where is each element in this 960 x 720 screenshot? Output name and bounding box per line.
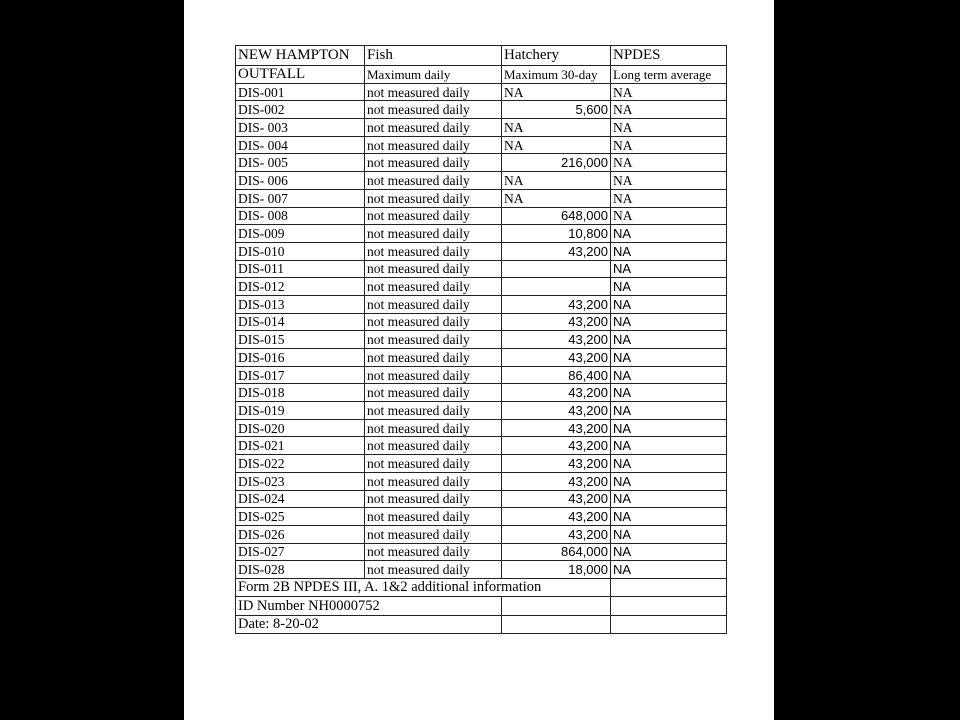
outfall-cell: DIS- 007 <box>236 189 365 207</box>
max-daily-cell: not measured daily <box>365 508 502 526</box>
table-row <box>236 242 727 260</box>
table-row <box>236 172 727 190</box>
subheader-cell-max-30-day: Maximum 30-day <box>502 66 611 84</box>
max-30-day-cell: 86,400 <box>502 366 611 384</box>
max-daily-cell: not measured daily <box>365 366 502 384</box>
max-daily-cell: not measured daily <box>365 136 502 154</box>
long-term-average-cell: NA <box>611 295 727 313</box>
table-row <box>236 561 727 579</box>
table-row <box>236 101 727 119</box>
long-term-average-cell: NA <box>611 278 727 296</box>
max-30-day-cell: 216,000 <box>502 154 611 172</box>
max-daily-cell: not measured daily <box>365 83 502 101</box>
table-row <box>236 189 727 207</box>
table-row <box>236 472 727 490</box>
long-term-average-cell: NA <box>611 242 727 260</box>
max-daily-cell: not measured daily <box>365 189 502 207</box>
long-term-average-cell: NA <box>611 561 727 579</box>
max-30-day-cell: 43,200 <box>502 437 611 455</box>
table-row <box>236 419 727 437</box>
outfall-cell: DIS-025 <box>236 508 365 526</box>
note-row <box>236 597 727 616</box>
outfall-cell: DIS-026 <box>236 525 365 543</box>
empty-cell <box>611 597 727 616</box>
table-row <box>236 154 727 172</box>
max-daily-cell: not measured daily <box>365 384 502 402</box>
outfall-cell: DIS-010 <box>236 242 365 260</box>
table-row <box>236 525 727 543</box>
outfall-table-body <box>236 46 727 634</box>
outfall-cell: DIS-018 <box>236 384 365 402</box>
long-term-average-cell: NA <box>611 313 727 331</box>
header-cell-npdes: NPDES <box>611 46 727 66</box>
max-30-day-cell: 43,200 <box>502 472 611 490</box>
max-daily-cell: not measured daily <box>365 313 502 331</box>
table-row <box>236 402 727 420</box>
max-30-day-cell: 43,200 <box>502 313 611 331</box>
max-30-day-cell: 43,200 <box>502 508 611 526</box>
max-daily-cell: not measured daily <box>365 295 502 313</box>
table-row <box>236 313 727 331</box>
note-text: ID Number NH0000752 <box>236 597 502 616</box>
empty-cell <box>502 597 611 616</box>
max-daily-cell: not measured daily <box>365 455 502 473</box>
long-term-average-cell: NA <box>611 472 727 490</box>
long-term-average-cell: NA <box>611 349 727 367</box>
table-row <box>236 543 727 561</box>
max-30-day-cell: 43,200 <box>502 242 611 260</box>
subheader-cell-max-daily: Maximum daily <box>365 66 502 84</box>
long-term-average-cell: NA <box>611 189 727 207</box>
max-30-day-cell: 43,200 <box>502 349 611 367</box>
header-cell-fish: Fish <box>365 46 502 66</box>
note-text: Form 2B NPDES III, A. 1&2 additional information <box>236 578 611 597</box>
table-row <box>236 260 727 278</box>
note-row <box>236 615 727 634</box>
max-30-day-cell: 10,800 <box>502 225 611 243</box>
outfall-cell: DIS-021 <box>236 437 365 455</box>
table-row <box>236 278 727 296</box>
max-30-day-cell: 864,000 <box>502 543 611 561</box>
max-30-day-cell: 43,200 <box>502 295 611 313</box>
outfall-table <box>235 45 727 634</box>
max-daily-cell: not measured daily <box>365 525 502 543</box>
outfall-cell: DIS- 005 <box>236 154 365 172</box>
max-daily-cell: not measured daily <box>365 172 502 190</box>
max-30-day-cell: 18,000 <box>502 561 611 579</box>
max-daily-cell: not measured daily <box>365 437 502 455</box>
outfall-cell: DIS-016 <box>236 349 365 367</box>
outfall-cell: DIS- 006 <box>236 172 365 190</box>
long-term-average-cell: NA <box>611 207 727 225</box>
outfall-cell: DIS-019 <box>236 402 365 420</box>
max-daily-cell: not measured daily <box>365 472 502 490</box>
long-term-average-cell: NA <box>611 455 727 473</box>
max-daily-cell: not measured daily <box>365 207 502 225</box>
max-daily-cell: not measured daily <box>365 278 502 296</box>
long-term-average-cell: NA <box>611 543 727 561</box>
empty-cell <box>611 615 727 634</box>
table-row <box>236 508 727 526</box>
outfall-cell: DIS-011 <box>236 260 365 278</box>
table-row <box>236 207 727 225</box>
outfall-cell: DIS-022 <box>236 455 365 473</box>
table-row <box>236 349 727 367</box>
outfall-cell: DIS-027 <box>236 543 365 561</box>
max-30-day-cell: 43,200 <box>502 490 611 508</box>
table-row <box>236 119 727 137</box>
document-page <box>184 0 774 720</box>
long-term-average-cell: NA <box>611 136 727 154</box>
max-30-day-cell: 43,200 <box>502 384 611 402</box>
subheader-cell-outfall: OUTFALL <box>236 66 365 84</box>
long-term-average-cell: NA <box>611 437 727 455</box>
max-30-day-cell: 43,200 <box>502 402 611 420</box>
max-daily-cell: not measured daily <box>365 242 502 260</box>
header-cell-hatchery: Hatchery <box>502 46 611 66</box>
outfall-cell: DIS-015 <box>236 331 365 349</box>
long-term-average-cell: NA <box>611 172 727 190</box>
max-daily-cell: not measured daily <box>365 349 502 367</box>
outfall-cell: DIS-024 <box>236 490 365 508</box>
max-30-day-cell <box>502 260 611 278</box>
table-row <box>236 490 727 508</box>
max-daily-cell: not measured daily <box>365 543 502 561</box>
max-daily-cell: not measured daily <box>365 260 502 278</box>
table-row <box>236 384 727 402</box>
long-term-average-cell: NA <box>611 402 727 420</box>
table-row <box>236 455 727 473</box>
long-term-average-cell: NA <box>611 83 727 101</box>
note-text: Date: 8-20-02 <box>236 615 502 634</box>
table-row <box>236 225 727 243</box>
table-row <box>236 136 727 154</box>
table-row <box>236 366 727 384</box>
max-30-day-cell: NA <box>502 83 611 101</box>
outfall-cell: DIS-020 <box>236 419 365 437</box>
max-daily-cell: not measured daily <box>365 101 502 119</box>
max-30-day-cell: NA <box>502 136 611 154</box>
outfall-cell: DIS-014 <box>236 313 365 331</box>
max-30-day-cell: 43,200 <box>502 455 611 473</box>
outfall-cell: DIS-009 <box>236 225 365 243</box>
empty-cell <box>502 615 611 634</box>
max-30-day-cell: 648,000 <box>502 207 611 225</box>
long-term-average-cell: NA <box>611 260 727 278</box>
table-row <box>236 295 727 313</box>
long-term-average-cell: NA <box>611 225 727 243</box>
max-daily-cell: not measured daily <box>365 154 502 172</box>
table-row <box>236 83 727 101</box>
max-daily-cell: not measured daily <box>365 561 502 579</box>
subheader-cell-long-term-average: Long term average <box>611 66 727 84</box>
max-30-day-cell: NA <box>502 172 611 190</box>
long-term-average-cell: NA <box>611 331 727 349</box>
max-daily-cell: not measured daily <box>365 490 502 508</box>
long-term-average-cell: NA <box>611 419 727 437</box>
long-term-average-cell: NA <box>611 154 727 172</box>
long-term-average-cell: NA <box>611 119 727 137</box>
outfall-cell: DIS-028 <box>236 561 365 579</box>
max-daily-cell: not measured daily <box>365 225 502 243</box>
header-cell-site: NEW HAMPTON <box>236 46 365 66</box>
long-term-average-cell: NA <box>611 101 727 119</box>
max-30-day-cell: 43,200 <box>502 419 611 437</box>
long-term-average-cell: NA <box>611 384 727 402</box>
table-row <box>236 437 727 455</box>
max-30-day-cell: NA <box>502 119 611 137</box>
outfall-cell: DIS- 004 <box>236 136 365 154</box>
max-30-day-cell: 5,600 <box>502 101 611 119</box>
max-daily-cell: not measured daily <box>365 119 502 137</box>
header-row <box>236 46 727 66</box>
max-daily-cell: not measured daily <box>365 331 502 349</box>
max-30-day-cell: 43,200 <box>502 525 611 543</box>
outfall-cell: DIS-023 <box>236 472 365 490</box>
max-30-day-cell <box>502 278 611 296</box>
subheader-row <box>236 66 727 84</box>
outfall-cell: DIS-012 <box>236 278 365 296</box>
long-term-average-cell: NA <box>611 490 727 508</box>
note-row <box>236 578 727 597</box>
empty-cell <box>611 578 727 597</box>
outfall-cell: DIS-013 <box>236 295 365 313</box>
long-term-average-cell: NA <box>611 366 727 384</box>
max-daily-cell: not measured daily <box>365 419 502 437</box>
long-term-average-cell: NA <box>611 508 727 526</box>
table-row <box>236 331 727 349</box>
outfall-cell: DIS-017 <box>236 366 365 384</box>
outfall-cell: DIS- 008 <box>236 207 365 225</box>
max-30-day-cell: NA <box>502 189 611 207</box>
outfall-cell: DIS- 003 <box>236 119 365 137</box>
outfall-cell: DIS-002 <box>236 101 365 119</box>
max-daily-cell: not measured daily <box>365 402 502 420</box>
long-term-average-cell: NA <box>611 525 727 543</box>
max-30-day-cell: 43,200 <box>502 331 611 349</box>
outfall-cell: DIS-001 <box>236 83 365 101</box>
